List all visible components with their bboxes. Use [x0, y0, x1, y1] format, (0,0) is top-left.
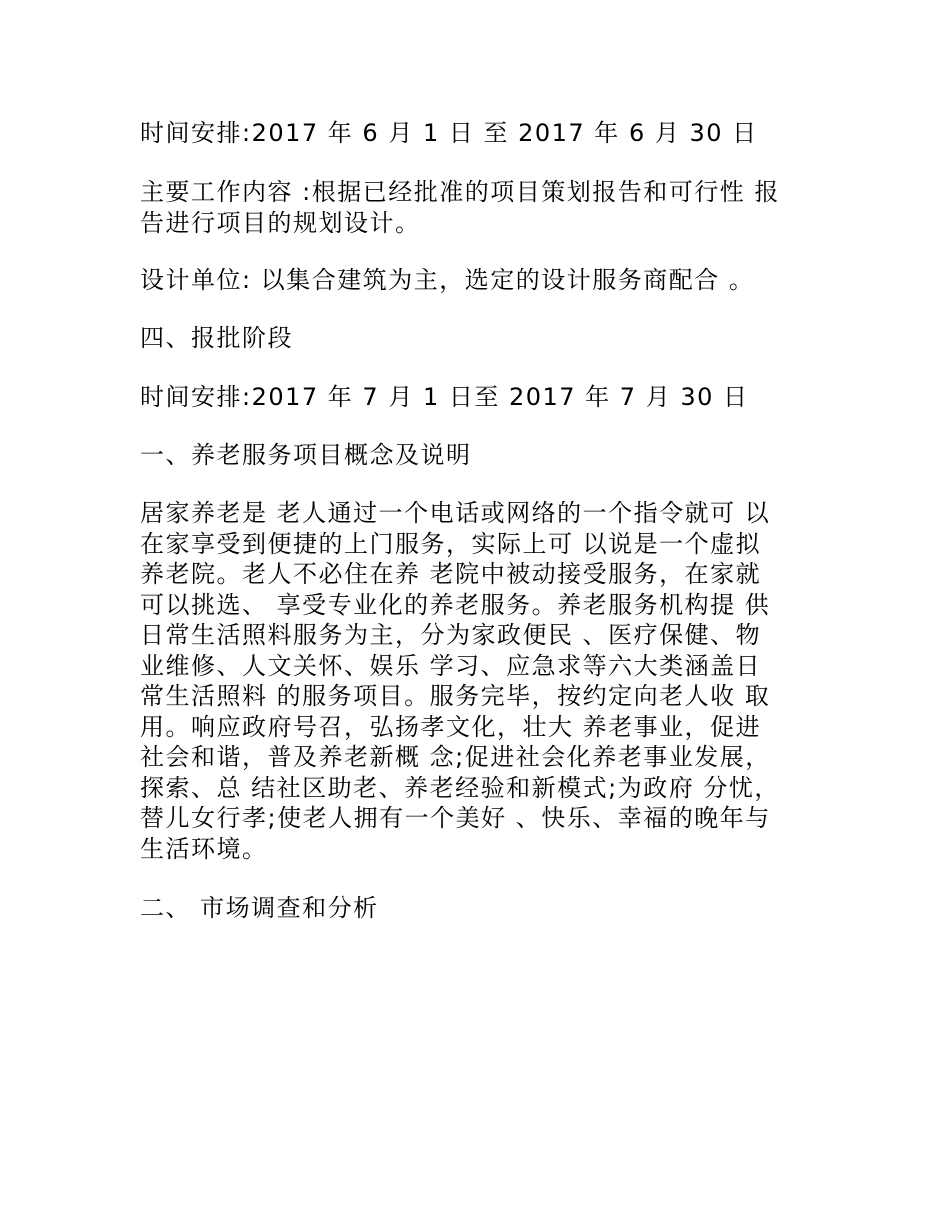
work-content-line: 主要工作内容 :根据已经批准的项目策划报告和可行性 报: [140, 178, 780, 206]
body-line: 居家养老是 老人通过一个电话或网络的一个指令就可 以: [140, 499, 771, 527]
body-line: 在家享受到便捷的上门服务，实际上可 以说是一个虚拟: [140, 529, 762, 558]
section-heading-concept: 一、养老服务项目概念及说明: [140, 441, 472, 469]
body-line: 养老院。老人不必住在养 老院中被动接受服务，在家就: [140, 560, 762, 588]
section-heading-approval: 四、报批阶段: [140, 324, 293, 352]
work-content-paragraph: [140, 177, 812, 238]
body-line: 生活环境。: [140, 834, 268, 863]
section-heading-market: 二、 市场调查和分析: [140, 894, 379, 922]
concept-body-paragraph: [140, 498, 812, 864]
document-page: [140, 118, 812, 924]
design-unit-line: 设计单位: 以集合建筑为主，选定的设计服务商配合 。: [140, 266, 755, 294]
body-line: 用。响应政府号召，弘扬孝文化，壮大 养老事业，促进: [140, 712, 762, 741]
body-line: 社会和谐，普及养老新概 念;促进社会化养老事业发展，: [140, 743, 771, 771]
work-content-line: 告进行项目的规划设计。: [140, 208, 421, 237]
body-line: 业维修、人文关怀、娱乐 学习、应急求等六大类涵盖日: [140, 651, 762, 680]
body-line: 日常生活照料服务为主，分为家政便民 、医疗保健、物: [140, 621, 762, 649]
body-line: 探索、总 结社区助老、养老经验和新模式;为政府 分忧，: [140, 773, 780, 802]
schedule-line-approval: 时间安排:2017 年 7 月 1 日至 2017 年 7 月 30 日: [140, 383, 749, 411]
schedule-line-design: 时间安排:2017 年 6 月 1 日 至 2017 年 6 月 30 日: [140, 119, 758, 147]
body-line: 替儿女行孝;使老人拥有一个美好 、快乐、幸福的晚年与: [140, 804, 771, 832]
body-line: 常生活照料 的服务项目。服务完毕，按约定向老人收 取: [140, 682, 771, 710]
body-line: 可以挑选、 享受专业化的养老服务。养老服务机构提 供: [140, 590, 771, 619]
